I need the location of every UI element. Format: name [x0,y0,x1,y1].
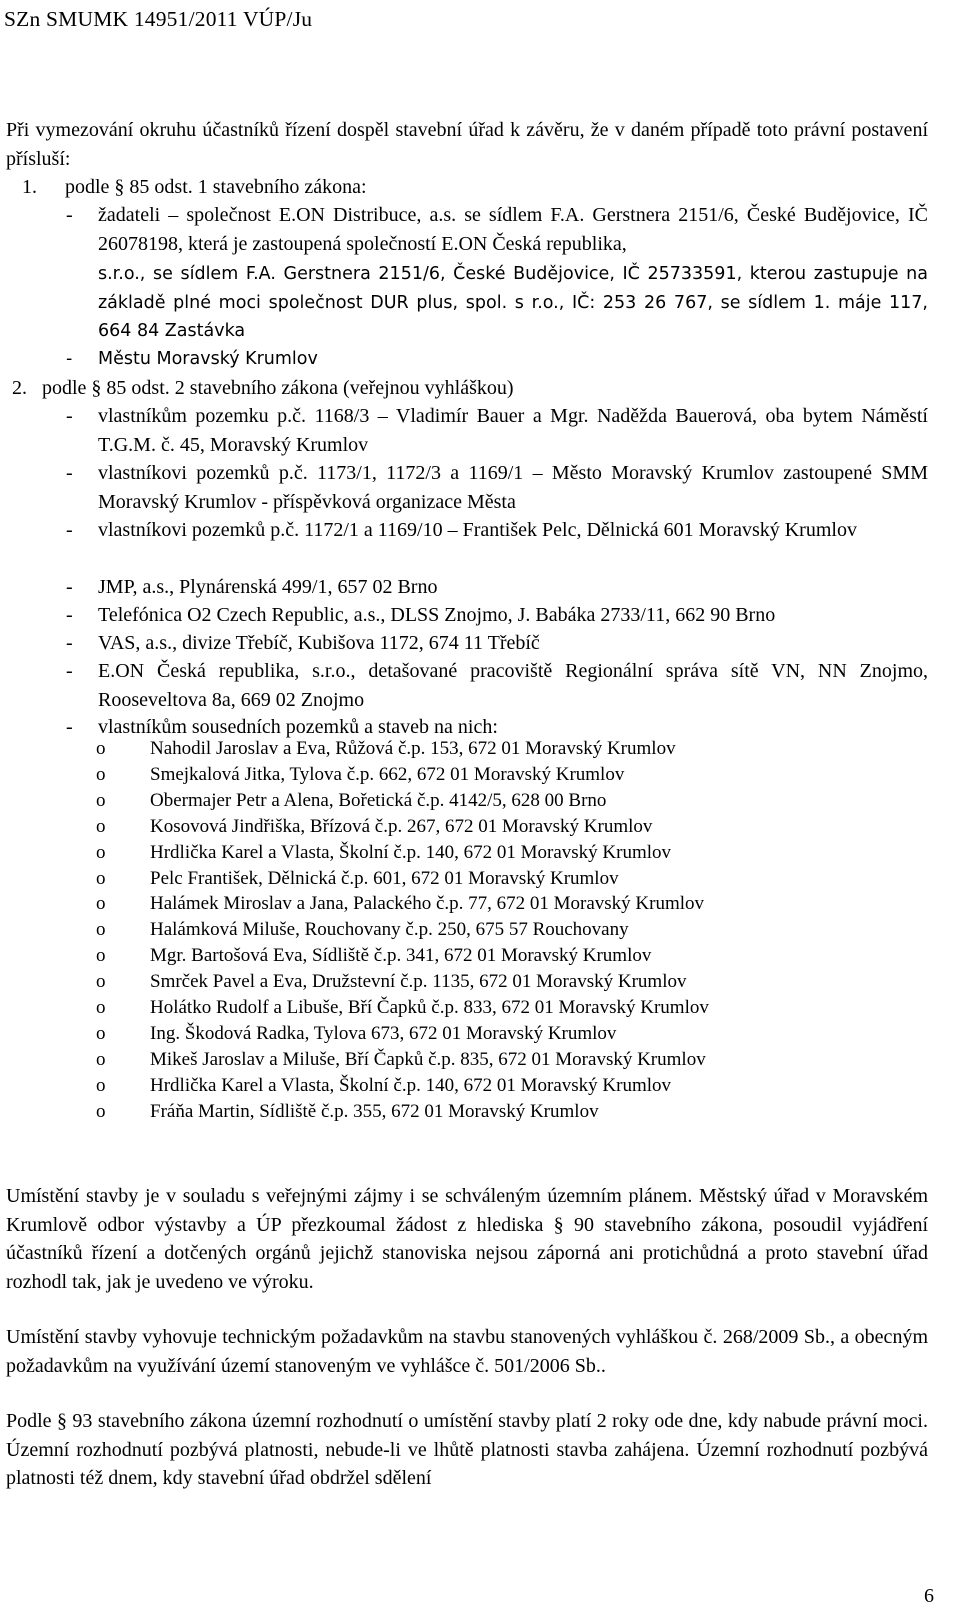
bullet-marker: o [96,738,106,759]
neighbour-list-item [6,736,928,762]
owner-text: vlastníkům pozemku p.č. 1168/3 – Vladimír Bauer a Mgr. Naděžda Bauerová, oba bytem Náměstí T.G.M. č. 45, Moravský Krumlov [98,405,928,456]
owner-item [6,459,928,516]
bullet-marker: o [96,789,106,811]
section-1-town [6,345,928,374]
dash-marker: - [66,632,73,654]
neighbour-text: Smrček Pavel a Eva, Družstevní č.p. 1135, 672 01 Moravský Krumlov [150,971,687,993]
section-2-title: podle § 85 odst. 2 stavebního zákona (veřejnou vyhláškou) [42,377,514,399]
section-2-number: 2. [12,377,27,399]
owner-text: vlastníkovi pozemků p.č. 1172/1 a 1169/10 – František Pelc, Dělnická 601 Moravský Krumlov [98,519,857,541]
bullet-marker: o [96,841,106,863]
dash-marker: - [66,519,73,541]
neighbour-list-item [6,995,928,1021]
section-1-number: 1. [22,176,37,198]
neighbour-text: Halámková Miluše, Rouchovany č.p. 250, 675 57 Rouchovany [150,919,629,941]
paragraph-conformity: Umístění stavby je v souladu s veřejnými zájmy i se schváleným územním plánem. Městský úřad v Moravském Krumlově odbor výstavby a ÚP přezkoumal žádost z hlediska § 90 stavebního zákona, posoudil vyjádření účastníků řízení a dotčených orgánů jejichž stanoviska nejsou záporná ani protichůdná a proto stavební úřad rozhodl tak, jak je uvedeno ve výroku. [6,1185,928,1293]
owner-item [6,657,928,714]
paragraph-technical: Umístění stavby vyhovuje technickým požadavkům na stavbu stanovených vyhláškou č. 268/2009 Sb., a obecným požadavkům na využívání území stanoveným ve vyhlášce č. 501/2006 Sb.. [6,1326,928,1377]
owner-text: JMP, a.s., Plynárenská 499/1, 657 02 Brno [98,576,438,598]
section-1 [6,173,928,202]
bullet-marker: o [96,867,106,889]
applicant-text: žadateli – společnost E.ON Distribuce, a.s. se sídlem F.A. Gerstnera 2151/6, České Budějovice, IČ 26078198, která je zastoupená společností E.ON Česká republika, [98,204,928,255]
dash-marker: - [66,716,73,738]
neighbour-text: Hrdlička Karel a Vlasta, Školní č.p. 140, 672 01 Moravský Krumlov [150,841,672,863]
bullet-marker: o [96,1074,106,1096]
document-reference: SZn SMUMK 14951/2011 VÚP/Ju [4,7,313,31]
dash-marker: - [66,349,73,369]
section-1-title: podle § 85 odst. 1 stavebního zákona: [65,176,367,198]
owner-text: VAS, a.s., divize Třebíč, Kubišova 1172, 674 11 Třebíč [98,632,540,654]
neighbour-text: Mgr. Bartošová Eva, Sídliště č.p. 341, 672 01 Moravský Krumlov [150,945,652,967]
owner-item [6,516,928,545]
owner-item [6,402,928,459]
neighbour-list-item [6,762,928,788]
neighbour-list-item [6,1047,928,1073]
neighbour-text: Kosovová Jindřiška, Břízová č.p. 267, 672 01 Moravský Krumlov [150,815,653,837]
bullet-marker: o [96,1048,106,1070]
dash-marker: - [66,462,73,484]
bullet-marker: o [96,997,106,1018]
dash-marker: - [66,604,73,626]
neighbour-text: Smejkalová Jitka, Tylova č.p. 662, 672 01 Moravský Krumlov [150,763,625,785]
owner-text: E.ON Česká republika, s.r.o., detašované pracoviště Regionální správa sítě VN, NN Znojmo, Rooseveltova 8a, 669 02 Znojmo [98,660,928,711]
section-2 [6,374,928,403]
owner-text: vlastníkovi pozemků p.č. 1173/1, 1172/3 a 1169/1 – Město Moravský Krumlov zastoupené SMM Moravský Krumlov - příspěvková organizace Města [98,462,928,513]
neighbour-list-item [6,1073,928,1099]
bullet-marker: o [96,971,106,993]
neighbour-text: Holátko Rudolf a Libuše, Bří Čapků č.p. 833, 672 01 Moravský Krumlov [150,997,709,1018]
owner-item [6,629,928,658]
neighbour-list-item [6,891,928,917]
neighbour-list-item [6,1099,928,1125]
neighbour-list-item [6,840,928,866]
dash-marker: - [66,405,73,427]
neighbour-list-item [6,788,928,814]
bullet-marker: o [96,763,106,785]
neighbour-text: Ing. Škodová Radka, Tylova 673, 672 01 Moravský Krumlov [150,1022,617,1044]
neighbour-text: Mikeš Jaroslav a Miluše, Bří Čapků č.p. 835, 672 01 Moravský Krumlov [150,1048,706,1070]
neighbour-list-item [6,866,928,892]
section-1-applicant [6,201,928,258]
town-text: Městu Moravský Krumlov [98,349,318,369]
page-number: 6 [924,1585,934,1607]
neighbour-list-item [6,1021,928,1047]
paragraph-validity: Podle § 93 stavebního zákona územní rozhodnutí o umístění stavby platí 2 roky ode dne, kdy nabude právní moci. Územní rozhodnutí pozbývá platnosti, nebude-li ve lhůtě platnosti stavba zahájena. Územní rozhodnutí pozbývá platnosti též dnem, kdy stavební úřad obdržel sdělení [6,1410,928,1489]
neighbour-text: Pelc František, Dělnická č.p. 601, 672 01 Moravský Krumlov [150,867,619,889]
section-1-applicant-continued [6,260,928,346]
bullet-marker: o [96,815,106,837]
bullet-marker: o [96,919,106,941]
neighbour-text: Nahodil Jaroslav a Eva, Růžová č.p. 153, 672 01 Moravský Krumlov [150,738,676,759]
applicant-representative: s.r.o., se sídlem F.A. Gerstnera 2151/6, České Budějovice, IČ 25733591, kterou zastupuje na základě plné moci společnost DUR plus, spol. s r.o., IČ: 253 26 767, se sídlem 1. máje 117, 664 84 Zastávka [98,264,928,341]
intro-paragraph: Při vymezování okruhu účastníků řízení dospěl stavební úřad k závěru, že v daném případě toto právní postavení přísluší: [6,119,928,170]
owner-text: vlastníkům sousedních pozemků a staveb na nich: [98,716,498,738]
owner-text: Telefónica O2 Czech Republic, a.s., DLSS Znojmo, J. Babáka 2733/11, 662 90 Brno [98,604,776,626]
neighbour-text: Fráňa Martin, Sídliště č.p. 355, 672 01 Moravský Krumlov [150,1100,599,1122]
dash-marker: - [66,576,73,598]
bullet-marker: o [96,1022,106,1044]
neighbour-list-item [6,969,928,995]
dash-marker: - [66,204,73,226]
bullet-marker: o [96,893,106,915]
bullet-marker: o [96,1100,106,1122]
neighbour-list-item [6,814,928,840]
neighbour-list-item [6,917,928,943]
bullet-marker: o [96,945,106,967]
neighbour-text: Obermajer Petr a Alena, Bořetická č.p. 4142/5, 628 00 Brno [150,789,607,811]
neighbour-text: Halámek Miroslav a Jana, Palackého č.p. 77, 672 01 Moravský Krumlov [150,893,705,915]
owner-item [6,601,928,630]
dash-marker: - [66,660,73,682]
owner-item [6,573,928,602]
neighbour-text: Hrdlička Karel a Vlasta, Školní č.p. 140, 672 01 Moravský Krumlov [150,1074,672,1096]
neighbour-list-item [6,943,928,969]
